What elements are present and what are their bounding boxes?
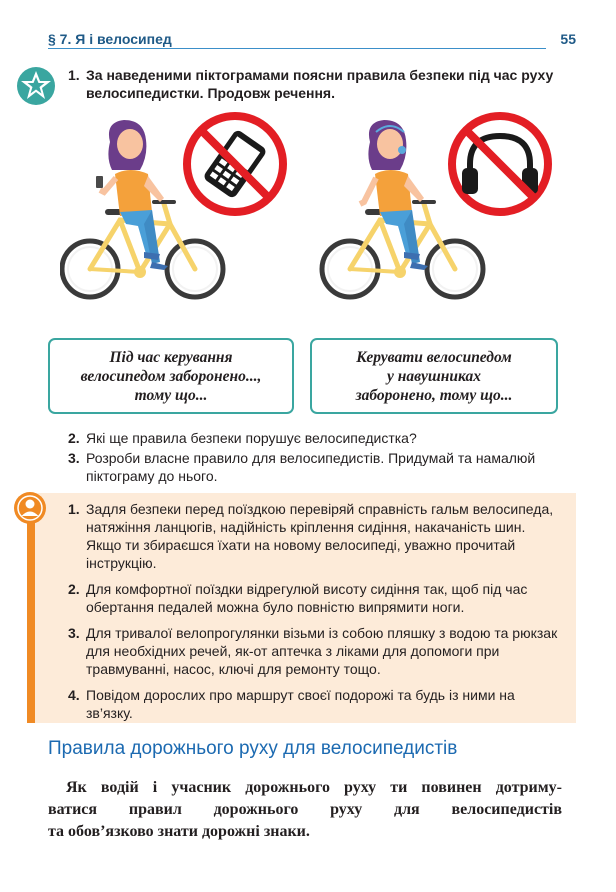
no-headphones-icon bbox=[452, 116, 548, 212]
tip-text: Для комфортної поїздки відрегулюй висоту сидіння так, щоб під час обертання педалей можна було повністю випрямити ноги. bbox=[86, 581, 528, 615]
paragraph-line: ватися правил дорожнього руху для велосипедистів bbox=[48, 801, 562, 818]
task-1 bbox=[68, 66, 562, 102]
tip-item bbox=[68, 580, 562, 616]
sentence-box-phone-text: Під час керування велосипедом заборонено..., тому що... bbox=[80, 348, 262, 404]
paragraph-line: Як водій і учасник дорожнього руху ти повинен дотриму- bbox=[66, 779, 562, 796]
question-number: 3. bbox=[68, 450, 80, 466]
tip-number: 4. bbox=[68, 687, 80, 703]
tip-item bbox=[68, 624, 562, 678]
sentence-box-headphones-text: Керувати велосипедом у навушниках заборонено, тому що... bbox=[355, 348, 513, 404]
question-item bbox=[68, 449, 562, 485]
tip-number: 3. bbox=[68, 625, 80, 641]
intro-paragraph bbox=[48, 777, 562, 843]
tip-number: 2. bbox=[68, 581, 80, 597]
tip-item bbox=[68, 686, 562, 722]
person-icon bbox=[13, 491, 47, 525]
section-label: § 7. Я і велосипед bbox=[48, 31, 172, 47]
tip-text: Задля безпеки перед поїздкою перевіряй справність гальм велосипеда, натяжіння ланцюгів, надійність кріплення сидіння, накачаність шин. Якщо ти збираєшся їхати на новому велосипеді, уважно прочитай інструкцію. bbox=[86, 501, 554, 571]
star-icon bbox=[16, 66, 56, 106]
tips-panel-bar bbox=[27, 520, 35, 723]
paragraph-line: та обов’язково знати дорожні знаки. bbox=[48, 823, 310, 840]
page-header bbox=[48, 30, 576, 50]
task-1-text: За наведеними піктограмами поясни правила безпеки під час руху велосипедистки. Продовж речення. bbox=[86, 67, 554, 101]
question-number: 2. bbox=[68, 430, 80, 446]
cyclist-headphones-illustration bbox=[312, 112, 558, 308]
task-1-number: 1. bbox=[68, 67, 80, 83]
question-text: Розроби власне правило для велосипедистів. Придумай та намалюй піктограму до нього. bbox=[86, 450, 536, 484]
cyclist-phone-illustration bbox=[60, 112, 300, 308]
sentence-box-headphones bbox=[310, 338, 558, 414]
header-rule bbox=[48, 48, 546, 49]
tip-text: Повідом дорослих про маршрут своєї подорожі та будь із ними на зв’язку. bbox=[86, 687, 515, 721]
question-item bbox=[68, 429, 562, 447]
tip-item bbox=[68, 500, 562, 572]
questions-list bbox=[68, 429, 562, 487]
safety-tips-list bbox=[68, 500, 562, 730]
tip-number: 1. bbox=[68, 501, 80, 517]
question-text: Які ще правила безпеки порушує велосипедистка? bbox=[86, 430, 417, 446]
section-heading: Правила дорожнього руху для велосипедистів bbox=[48, 738, 458, 759]
tip-text: Для тривалої велопрогулянки візьми із собою пляшку з водою та рюкзак для необхідних речей, як-от аптечка з ліками для допомоги при травмуванні, насос, ключі для ремонту тощо. bbox=[86, 625, 558, 677]
no-phone-icon bbox=[187, 116, 283, 212]
sentence-box-phone bbox=[48, 338, 294, 414]
page-number: 55 bbox=[560, 31, 576, 47]
